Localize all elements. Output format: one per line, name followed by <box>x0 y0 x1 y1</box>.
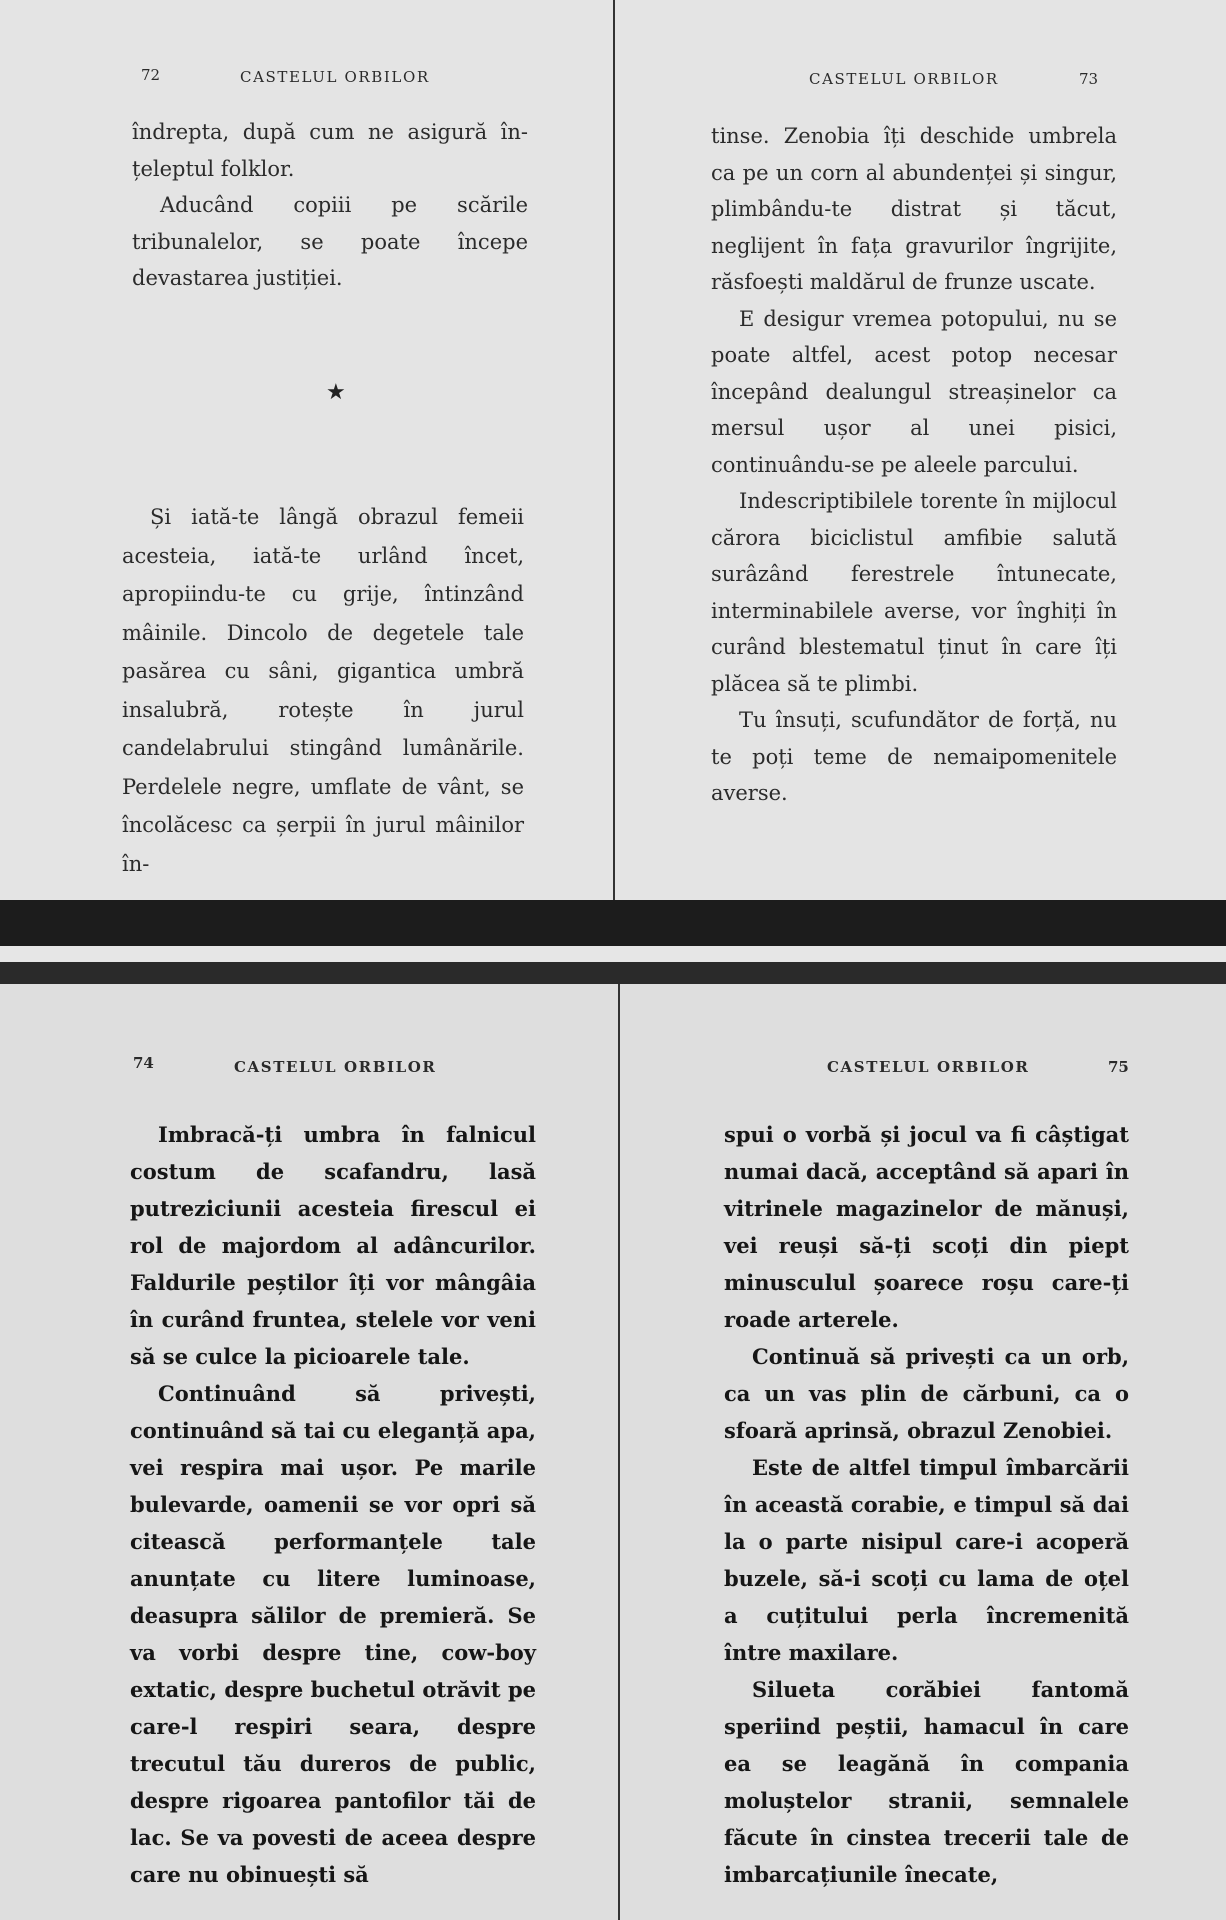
page-text <box>130 1116 536 1893</box>
section-separator: ★ <box>326 380 346 405</box>
page-72 <box>0 0 612 905</box>
bottom-spread <box>0 984 1226 1920</box>
top-spread <box>0 0 1226 905</box>
running-head: CASTELUL ORBILOR <box>809 70 999 88</box>
page-74 <box>0 984 612 1920</box>
paragraph: îndrepta, după cum ne asigură în-țeleptul folklor. <box>132 120 528 181</box>
paragraph: Continuă să privești ca un orb, ca un vas plin de cărbuni, ca o sfoară aprinsă, obrazul Zenobiei. <box>724 1344 1129 1443</box>
page-text <box>122 498 524 883</box>
paragraph: Tu însuți, scufundător de forță, nu te poți teme de nemaipomenitele averse. <box>711 708 1117 805</box>
gutter <box>618 984 620 1920</box>
paragraph: Și iată-te lângă obrazul femeii acesteia, iată-te urlând încet, apropiindu-te cu grije, întinzând mâinile. Dincolo de degetele tale pasărea cu sâni, gigantica umbră insalubră, rotește în jurul candelabrului stingând lumânările. Perdelele negre, umflate de vânt, se încolăcesc ca șerpii în jurul mâinilor în- <box>122 505 524 876</box>
paragraph: Imbracă-ți umbra în falnicul costum de scafandru, lasă putreziciunii acesteia firescul ei rol de majordom al adâncurilor. Faldurile peștilor îți vor mângâia în curând fruntea, stelele vor veni să se culce la picioarele tale. <box>130 1122 536 1369</box>
page-number: 72 <box>141 66 161 84</box>
page-text <box>711 118 1117 812</box>
page-number: 74 <box>133 1054 154 1072</box>
running-head: CASTELUL ORBILOR <box>827 1058 1030 1076</box>
paragraph: tinse. Zenobia îți deschide umbrela ca pe un corn al abundenței și singur, plimbându-te distrat și tăcut, neglijent în fața gravurilor îngrijite, răsfoești maldărul de frunze uscate. <box>711 124 1117 294</box>
running-head: CASTELUL ORBILOR <box>234 1058 437 1076</box>
paragraph: Este de altfel timpul îmbarcării în această corabie, e timpul să dai la o parte nisipul care-i acoperă buzele, să-i scoți cu lama de oțel a cuțitului perla încremenită între maxilare. <box>724 1455 1129 1665</box>
page-text <box>132 114 528 297</box>
paragraph: Silueta corăbiei fantomă speriind peștii, hamacul în care ea se leagănă în compania moluștelor stranii, semnalele făcute în cinstea trecerii tale de imbarcațiunile înecate, <box>724 1677 1129 1887</box>
paragraph: Aducând copiii pe scările tribunalelor, se poate începe devastarea justiției. <box>132 193 528 290</box>
paragraph: spui o vorbă și jocul va fi câștigat numai dacă, acceptând să apari în vitrinele magazinelor de mănuși, vei reuși să-ți scoți din piept minusculul șoarece roșu care-ți roade arterele. <box>724 1122 1129 1332</box>
fold-band <box>0 962 1226 984</box>
page-number: 75 <box>1108 1058 1129 1076</box>
fold-band <box>0 900 1226 946</box>
page-75 <box>621 984 1226 1920</box>
fold-gap <box>0 946 1226 962</box>
paragraph: Continuând să privești, continuând să tai cu eleganță apa, vei respira mai ușor. Pe marile bulevarde, oamenii se vor opri să citească performanțele tale anunțate cu litere luminoase, deasupra sălilor de premieră. Se va vorbi despre tine, cow-boy extatic, despre buchetul otrăvit pe care-l respiri seara, despre trecutul tău dureros de public, despre rigoarea pantofilor tăi de lac. Se va povesti de aceea despre care nu obinuești să <box>130 1381 536 1887</box>
running-head: CASTELUL ORBILOR <box>240 68 430 86</box>
paragraph: E desigur vremea potopului, nu se poate altfel, acest potop necesar începând dealungul streașinelor ca mersul ușor al unei pisici, continuându-se pe aleele parcului. <box>711 306 1117 477</box>
page-number: 73 <box>1079 70 1099 88</box>
page-73 <box>615 0 1226 905</box>
page-text <box>724 1116 1129 1893</box>
paragraph: Indescriptibilele torente în mijlocul cărora biciclistul amfibie salută surâzând ferestrele întunecate, interminabilele averse, vor înghiți în curând blestematul ținut în care îți plăcea să te plimbi. <box>711 489 1117 696</box>
